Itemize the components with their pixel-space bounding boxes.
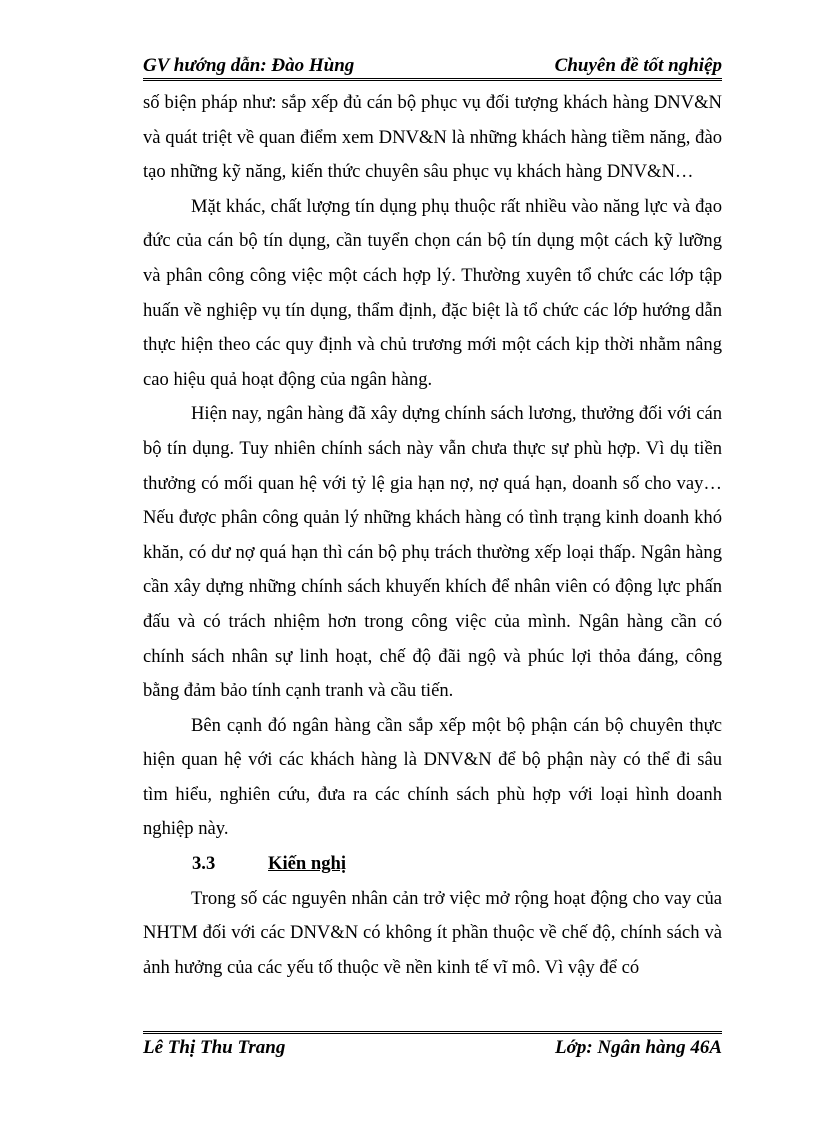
section-heading [143, 847, 722, 882]
paragraph-staff-quality: Mặt khác, chất lượng tín dụng phụ thuộc rất nhiều vào năng lực và đạo đức của cán bộ tín dụng, cần tuyển chọn cán bộ tín dụng một cách kỹ lưỡng và phân công công việc một cách hợp lý. Thường xuyên tổ chức các lớp tập huấn về nghiệp vụ tín dụng, thẩm định, đặc biệt là tổ chức các lớp hướng dẫn thực hiện theo các quy định và chủ trương mới một cách kịp thời nhằm nâng cao hiệu quả hoạt động của ngân hàng. [143, 195, 722, 390]
page-footer [143, 1031, 722, 1060]
paragraph-dedicated-team: Bên cạnh đó ngân hàng cần sắp xếp một bộ phận cán bộ chuyên thực hiện quan hệ với các khách hàng là DNV&N để bộ phận này có thể đi sâu tìm hiểu, nghiên cứu, đưa ra các chính sách phù hợp với loại hình doanh nghiệp này. [143, 714, 722, 840]
paragraph-salary-policy: Hiện nay, ngân hàng đã xây dựng chính sách lương, thưởng đối với cán bộ tín dụng. Tuy nhiên chính sách này vẫn chưa thực sự phù hợp. Vì dụ tiền thưởng có mối quan hệ với tỷ lệ gia hạn nợ, nợ quá hạn, doanh số cho vay…Nếu được phân công quản lý những khách hàng có tình trạng kinh doanh khó khăn, có dư nợ quá hạn thì cán bộ phụ trách thường xếp loại thấp. Ngân hàng cần xây dựng những chính sách khuyến khích để nhân viên có động lực phấn đấu và có trách nhiệm hơn trong công việc của mình. Ngân hàng cần có chính sách nhân sự linh hoạt, chế độ đãi ngộ và phúc lợi thỏa đáng, công bằng đảm bảo tính cạnh tranh và cầu tiến. [143, 403, 723, 702]
page-header [143, 54, 722, 81]
paragraph-recommendations: Trong số các nguyên nhân cản trở việc mở rộng hoạt động cho vay của NHTM đối với các DNV&N có không ít phần thuộc về chế độ, chính sách và ảnh hưởng của các yếu tố thuộc về nền kinh tế vĩ mô. Vì vậy để có [143, 887, 722, 978]
page-body [143, 86, 722, 985]
paragraph-continued: số biện pháp như: sắp xếp đủ cán bộ phục vụ đối tượng khách hàng DNV&N và quát triệt về quan điểm xem DNV&N là những khách hàng tiềm năng, đào tạo những kỹ năng, kiến thức chuyên sâu phục vụ khách hàng DNV&N… [143, 92, 722, 183]
footer-author: Lê Thị Thu Trang [143, 1037, 286, 1058]
footer-class: Lớp: Ngân hàng 46A [555, 1037, 722, 1058]
section-number: 3.3 [192, 853, 216, 875]
section-title: Kiến nghị [268, 853, 347, 875]
header-advisor: GV hướng dẫn: Đào Hùng [143, 55, 355, 76]
header-doc-type: Chuyên đề tốt nghiệp [554, 55, 722, 76]
